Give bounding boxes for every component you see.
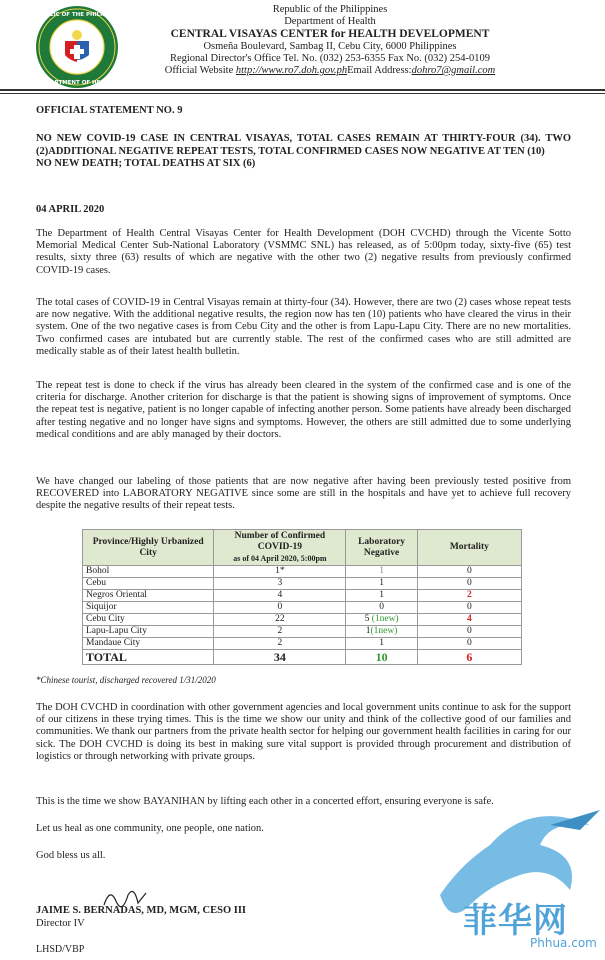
table-row [83, 614, 522, 626]
negative-new-note: (1new) [371, 614, 399, 624]
paragraph-8: God bless us all. [36, 850, 106, 861]
total-mortality: 6 [417, 650, 521, 665]
cell-province: Bohol [83, 566, 214, 578]
table-row [83, 590, 522, 602]
signatory-name: JAIME S. BERNADAS, MD, MGM, CESO III [36, 905, 247, 916]
headline-main: NO NEW COVID-19 CASE IN CENTRAL VISAYAS, TOTAL CASES REMAIN AT THIRTY-FOUR (34). TWO (2)ADDITIONAL NEGATIVE REPEAT TESTS, TOTAL CONFIRMED CASES NOW NEGATIVE AT TEN (10) [36, 133, 571, 157]
col-lab-negative-header: Laboratory Negative [346, 530, 417, 566]
cell-mortality: 2 [417, 590, 521, 602]
cell-mortality: 4 [417, 614, 521, 626]
cell-confirmed: 22 [214, 614, 346, 626]
cell-confirmed: 2 [214, 638, 346, 650]
headline-deaths: NO NEW DEATH; TOTAL DEATHS AT SIX (6) [36, 158, 256, 169]
col-confirmed-header [214, 530, 346, 566]
cell-province: Mandaue City [83, 638, 214, 650]
table-row [83, 638, 522, 650]
cell-confirmed: 4 [214, 590, 346, 602]
cell-mortality: 0 [417, 626, 521, 638]
website-label: Official Website [164, 65, 236, 77]
table-row [83, 578, 522, 590]
header-line-center: CENTRAL VISAYAS CENTER for HEALTH DEVELOPMENT [170, 28, 490, 41]
cell-mortality: 0 [417, 638, 521, 650]
cell-negative: 1 [346, 638, 417, 650]
paragraph-3: The repeat test is done to check if the virus has already been cleared in the system of the confirmed case and is one of the criteria for discharge. Another criterion for discharge is that the patient is showing signs of improvement of symptoms. Once the repeat test is negative, patient is no longer capable of infecting another person. Some patients have already been discharged after testing negative and no longer have signs and symptoms. However, the others are still admitted due to some underlying medical conditions and are ably managed by their doctors. [36, 380, 571, 440]
paragraph-5: The DOH CVCHD in coordination with other government agencies and local government units continue to ask for the support of our citizens in these trying times. This is the time we show our unity and think of the collective good of our families and communities. We thank our partners from the private health sector for helping our government health facilities in caring for our sick. The DOH CVCHD is doing its best in making sure vital support is provided through procurement and distribution of logistics or through networking with private groups. [36, 702, 571, 762]
signatory-title: Director IV [36, 918, 85, 929]
header-line-contact: Regional Director's Office Tel. No. (032) 253-6355 Fax No. (032) 254-0109 [169, 52, 491, 64]
email-link[interactable]: dohro7@gmail.com [411, 65, 496, 77]
cell-negative [346, 614, 417, 626]
table-row [83, 602, 522, 614]
header-rule-thick [0, 89, 605, 91]
col-mortality-header: Mortality [417, 530, 521, 566]
cell-confirmed: 2 [214, 626, 346, 638]
col-confirmed-subtitle: as of 04 April 2020, 5:00pm [233, 554, 327, 563]
header-line-department: Department of Health [284, 16, 376, 28]
covid-cases-table [82, 529, 522, 665]
headline [36, 133, 571, 171]
table-row [83, 566, 522, 578]
cell-province: Cebu [83, 578, 214, 590]
negative-new-note: (1new) [370, 626, 398, 636]
cell-province: Lapu-Lapu City [83, 626, 214, 638]
cell-mortality: 0 [417, 566, 521, 578]
cell-province: Cebu City [83, 614, 214, 626]
doh-seal-logo [29, 5, 125, 89]
cell-negative: 1 [346, 566, 417, 578]
total-label: TOTAL [83, 650, 214, 665]
negative-count: 1 [365, 626, 371, 636]
paragraph-6: This is the time we show BAYANIHAN by lifting each other in a concerted effort, ensuring everyone is safe. [36, 796, 494, 807]
header-line-republic: Republic of the Philippines [272, 4, 388, 15]
email-label: Email Address: [347, 65, 412, 77]
watermark-url: Phhua.com [530, 936, 597, 950]
paragraph-7: Let us heal as one community, one people, one nation. [36, 823, 264, 834]
letterhead [120, 4, 540, 77]
cell-mortality: 0 [417, 602, 521, 614]
col-province-header: Province/Highly Urbanized City [83, 530, 214, 566]
table-row [83, 626, 522, 638]
cell-confirmed: 0 [214, 602, 346, 614]
header-line-web [120, 65, 540, 77]
table-footnote: *Chinese tourist, discharged recovered 1/31/2020 [36, 675, 216, 685]
paragraph-1: The Department of Health Central Visayas Center for Health Development (DOH CVCHD) through the Vicente Sotto Memorial Medical Center Sub-National Laboratory (VSMMC SNL) has released, as of 5:00pm today, sixty-five (65) test results, sixty three (63) results of which are negative with the other two (2) negative results from previously confirmed COVID-19 cases. [36, 228, 571, 276]
col-confirmed-title: Number of Confirmed COVID-19 [234, 531, 326, 552]
statement-number: OFFICIAL STATEMENT NO. 9 [36, 105, 183, 116]
table-header-row [83, 530, 522, 566]
total-confirmed: 34 [214, 650, 346, 665]
website-link[interactable]: http://www.ro7.doh.gov.ph [235, 65, 348, 77]
cell-negative: 1 [346, 590, 417, 602]
header-rule-thin [0, 93, 605, 94]
statement-date: 04 APRIL 2020 [36, 204, 105, 215]
negative-count: 5 [364, 614, 372, 624]
reference-code: LHSD/VBP [36, 944, 85, 955]
cell-negative [346, 626, 417, 638]
seal-bottom-text: DEPARTMENT OF HEALTH [38, 80, 116, 86]
cell-province: Siquijor [83, 602, 214, 614]
total-negative: 10 [346, 650, 417, 665]
seal-top-text: REPUBLIC OF THE PHILIPPINES [29, 12, 125, 18]
header-line-address: Osmeña Boulevard, Sambag II, Cebu City, 6000 Philippines [203, 40, 457, 52]
table-total-row [83, 650, 522, 665]
cell-confirmed: 1* [214, 566, 346, 578]
paragraph-2: The total cases of COVID-19 in Central Visayas remain at thirty-four (34). However, there are two (2) cases whose repeat tests are now negative. With the additional negative results, the region now has ten (10) patients who have cleared the virus in their system. One of the two negative cases is from Cebu City and the other is from Lapu-Lapu City. There are no new mortalities. Two confirmed cases are intubated but are currently stable. The rest of the confirmed cases who are still admitted are medically stable as of their latest health bulletin. [36, 297, 571, 357]
cell-negative: 0 [346, 602, 417, 614]
cell-confirmed: 3 [214, 578, 346, 590]
watermark-text: 菲华网 [463, 901, 568, 941]
cell-negative: 1 [346, 578, 417, 590]
cell-province: Negros Oriental [83, 590, 214, 602]
paragraph-4: We have changed our labeling of those patients that are now negative after having been previously tested positive from RECOVERED into LABORATORY NEGATIVE since some are still in the hospitals and have yet to achieve full recovery despite the negative results of their repeat tests. [36, 476, 571, 512]
cell-mortality: 0 [417, 578, 521, 590]
